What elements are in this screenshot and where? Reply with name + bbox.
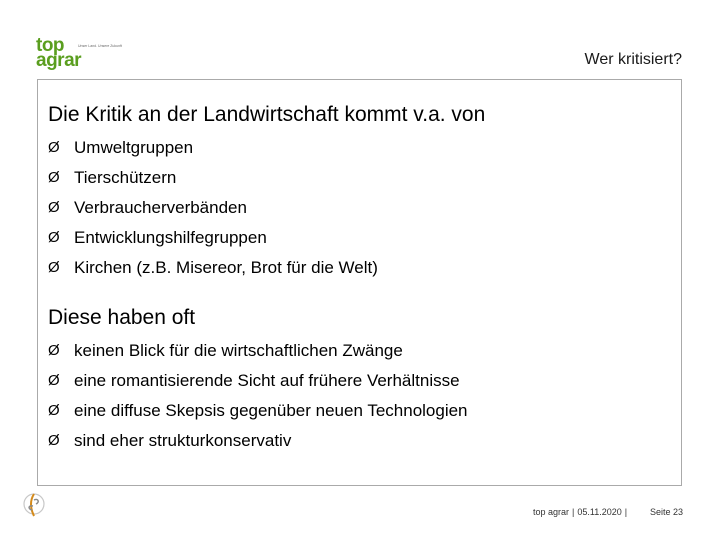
list-item-text: Verbraucherverbänden xyxy=(74,198,247,217)
section-heading-critics: Die Kritik an der Landwirtschaft kommt v.a. von xyxy=(48,103,486,126)
arrow-bullet-icon: Ø xyxy=(48,372,60,389)
list-item xyxy=(48,226,378,256)
arrow-bullet-icon: Ø xyxy=(48,432,60,449)
arrow-bullet-icon: Ø xyxy=(48,139,60,156)
arrow-bullet-icon: Ø xyxy=(48,229,60,246)
list-item xyxy=(48,339,468,369)
logo-text-top: top xyxy=(36,35,65,56)
list-item-text: keinen Blick für die wirtschaftlichen Zwänge xyxy=(74,341,403,360)
critics-list xyxy=(48,136,378,286)
slide-title: Wer kritisiert? xyxy=(584,51,682,68)
list-item xyxy=(48,429,468,459)
list-item-text: eine romantisierende Sicht auf frühere Verhältnisse xyxy=(74,371,460,390)
arrow-bullet-icon: Ø xyxy=(48,402,60,419)
arrow-bullet-icon: Ø xyxy=(48,342,60,359)
logo-tagline: Unser Land. Unsere Zukunft xyxy=(78,44,122,48)
list-item xyxy=(48,399,468,429)
arrow-bullet-icon: Ø xyxy=(48,199,60,216)
footer-separator: | xyxy=(624,507,628,517)
arrow-bullet-icon: Ø xyxy=(48,259,60,276)
list-item xyxy=(48,256,378,286)
list-item xyxy=(48,166,378,196)
footer-brand: top agrar xyxy=(533,507,570,517)
footer-date: 05.11.2020 xyxy=(577,507,622,517)
logo-text-agrar: agrar xyxy=(36,50,82,71)
traits-list xyxy=(48,339,468,459)
section-heading-traits: Diese haben oft xyxy=(48,306,196,329)
list-item-text: Kirchen (z.B. Misereor, Brot für die Welt) xyxy=(74,258,378,277)
top-agrar-logo xyxy=(36,35,122,72)
list-item-text: Umweltgruppen xyxy=(74,138,194,157)
list-item-text: eine diffuse Skepsis gegenüber neuen Technologien xyxy=(74,401,468,420)
wheat-leaf-icon xyxy=(22,490,46,518)
footer-brand-date xyxy=(533,507,630,517)
list-item xyxy=(48,196,378,226)
list-item-text: Tierschützern xyxy=(74,168,177,187)
arrow-bullet-icon: Ø xyxy=(48,169,60,186)
footer-page-number: Seite 23 xyxy=(650,507,684,517)
list-item-text: sind eher strukturkonservativ xyxy=(74,431,292,450)
list-item xyxy=(48,369,468,399)
list-item xyxy=(48,136,378,166)
footer-separator: | xyxy=(572,507,575,517)
list-item-text: Entwicklungshilfegruppen xyxy=(74,228,267,247)
